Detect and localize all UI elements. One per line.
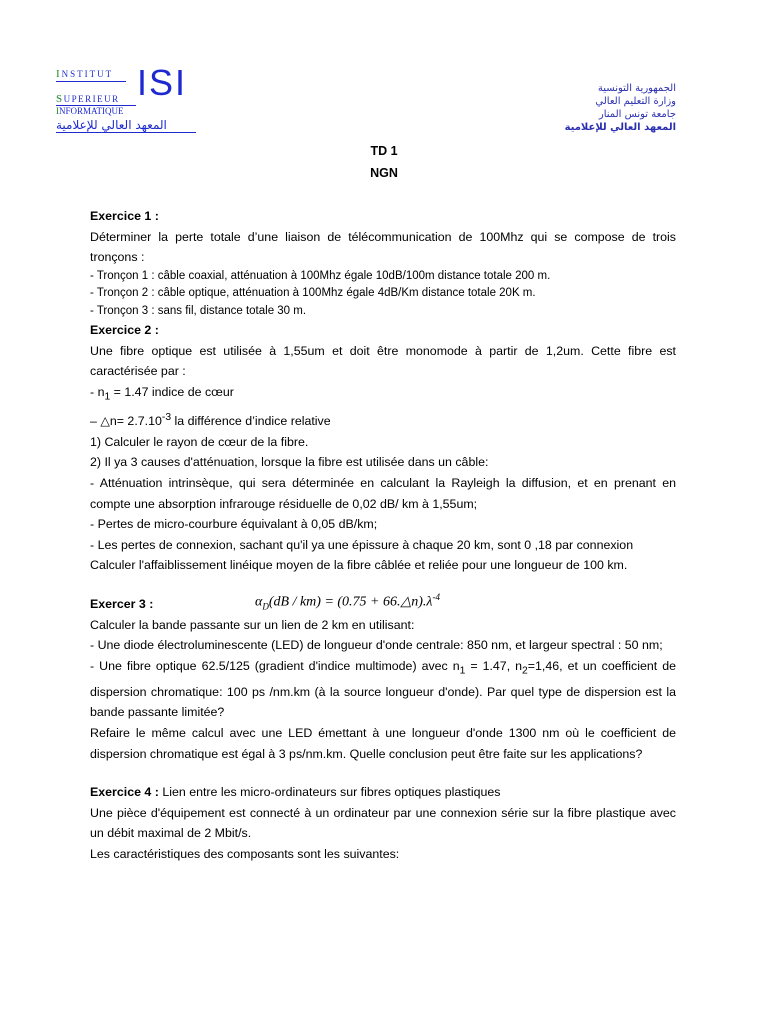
ex1-intro: Déterminer la perte totale d’une liaison de télécommunication de 100Mhz qui se compose de trois tronçons :	[90, 229, 676, 265]
ex1-troncon-3: - Tronçon 3 : sans fil, distance totale 30 m.	[90, 304, 307, 317]
ex2-cause-3: - Les pertes de connexion, sachant qu'il ya une épissure à chaque 20 km, sont 0 ,18 par connexion	[90, 537, 634, 552]
logo-arabic-name: المعهد العالي للإعلامية	[56, 118, 196, 133]
header-ministry: وزارة التعليم العالي	[595, 96, 676, 107]
attenuation-formula: $\alpha_D(dB / km) = (0.75$ + $66.\triangle n).\lambda^{-4}$	[255, 592, 440, 612]
arabic-header-block	[476, 82, 676, 134]
ex4-paragraph-1: Une pièce d'équipement est connecté à un ordinateur par une connexion série sur la fibre plastique avec un débit maximal de 2 Mbit/s.	[90, 805, 676, 841]
ex4-heading: Exercice 4 :	[90, 785, 159, 800]
ex2-cause-1: - Atténuation intrinsèque, qui sera déterminée en calculant la Rayleigh la diffusion, et en prenant en compte une absorption infrarouge résiduelle de 0,02 dB/ km à 1,55um;	[90, 476, 676, 511]
isi-logo	[56, 62, 206, 138]
ex2-heading: Exercice 2 :	[90, 323, 159, 338]
doc-title: TD 1	[370, 144, 398, 158]
ex2-question-3: Calculer l'affaiblissement linéique moyen de la fibre câblée et reliée pour une longueur de 100 km.	[90, 558, 628, 573]
ex2-delta-n: – △n= $2.7.10^{-3}$ la différence d’indice relative	[90, 412, 331, 429]
header-university: جامعة تونس المنار	[598, 109, 676, 120]
ex1-troncon-2: - Tronçon 2 : câble optique, atténuation à 100Mhz égale 4dB/Km distance totale 20K m.	[90, 287, 536, 300]
ex2-question-1: 1) Calculer le rayon de cœur de la fibre.	[90, 434, 309, 449]
ex3-intro: Calculer la bande passante sur un lien de 2 km en utilisant:	[90, 617, 415, 632]
ex1-heading: Exercice 1 :	[90, 209, 159, 223]
logo-mark: ISI	[137, 62, 188, 103]
ex2-question-2: 2) Il ya 3 causes d'atténuation, lorsque la fibre est utilisée dans un câble:	[90, 455, 489, 470]
ex3-point-3: Refaire le même calcul avec une LED émettant à une longueur d'onde 1300 nm où le coefficient de dispersion chromatique est égal à 3 ps/nm.km. Quelle conclusion peut être faite sur les applications?	[90, 726, 676, 761]
ex2-intro: Une fibre optique est utilisée à 1,55um et doit être monomode à partir de 1,2um. Cette fibre est caractérisée par :	[90, 343, 676, 379]
header-institute: المعهد العالي للإعلامية	[564, 122, 676, 133]
ex3-heading: Exercer 3 :	[90, 597, 154, 611]
ex3-point-1: - Une diode électroluminescente (LED) de longueur d'onde centrale: 850 nm, et largeur spectral : 50 nm;	[90, 638, 663, 653]
header-republic: الجمهورية التونسية	[597, 83, 676, 94]
ex2-n1: - $n_1 = 1.47$ indice de cœur	[90, 385, 234, 403]
ex3-point-2: - Une fibre optique 62.5/125 (gradient d'indice multimode) avec $n_1 = 1.47$, $n_2=1,46$, et un coefficient de dispersion chromatique: 100 ps /nm.km (à la source longueur d'onde). Par quel type de dispersion est la bande passante limitée?	[90, 658, 676, 720]
ex2-cause-2: - Pertes de micro-courbure équivalant à 0,05 dB/km;	[90, 517, 378, 532]
document-body	[90, 206, 676, 865]
ex4-heading-line: Exercice 4 : Lien entre les micro-ordinateurs sur fibres optiques plastiques	[90, 785, 501, 800]
ex4-paragraph-2: Les caractéristiques des composants sont les suivantes:	[90, 847, 400, 861]
logo-line-informatique: INFORMATIQUE	[56, 106, 124, 116]
ex1-troncon-1: - Tronçon 1 : câble coaxial, atténuation à 100Mhz égale 10dB/100m distance totale 200 m.	[90, 269, 551, 282]
logo-line-superieur: SUPERIEUR	[56, 93, 120, 105]
logo-line-institut: INSTITUT	[56, 68, 114, 80]
doc-subtitle: NGN	[370, 166, 398, 180]
